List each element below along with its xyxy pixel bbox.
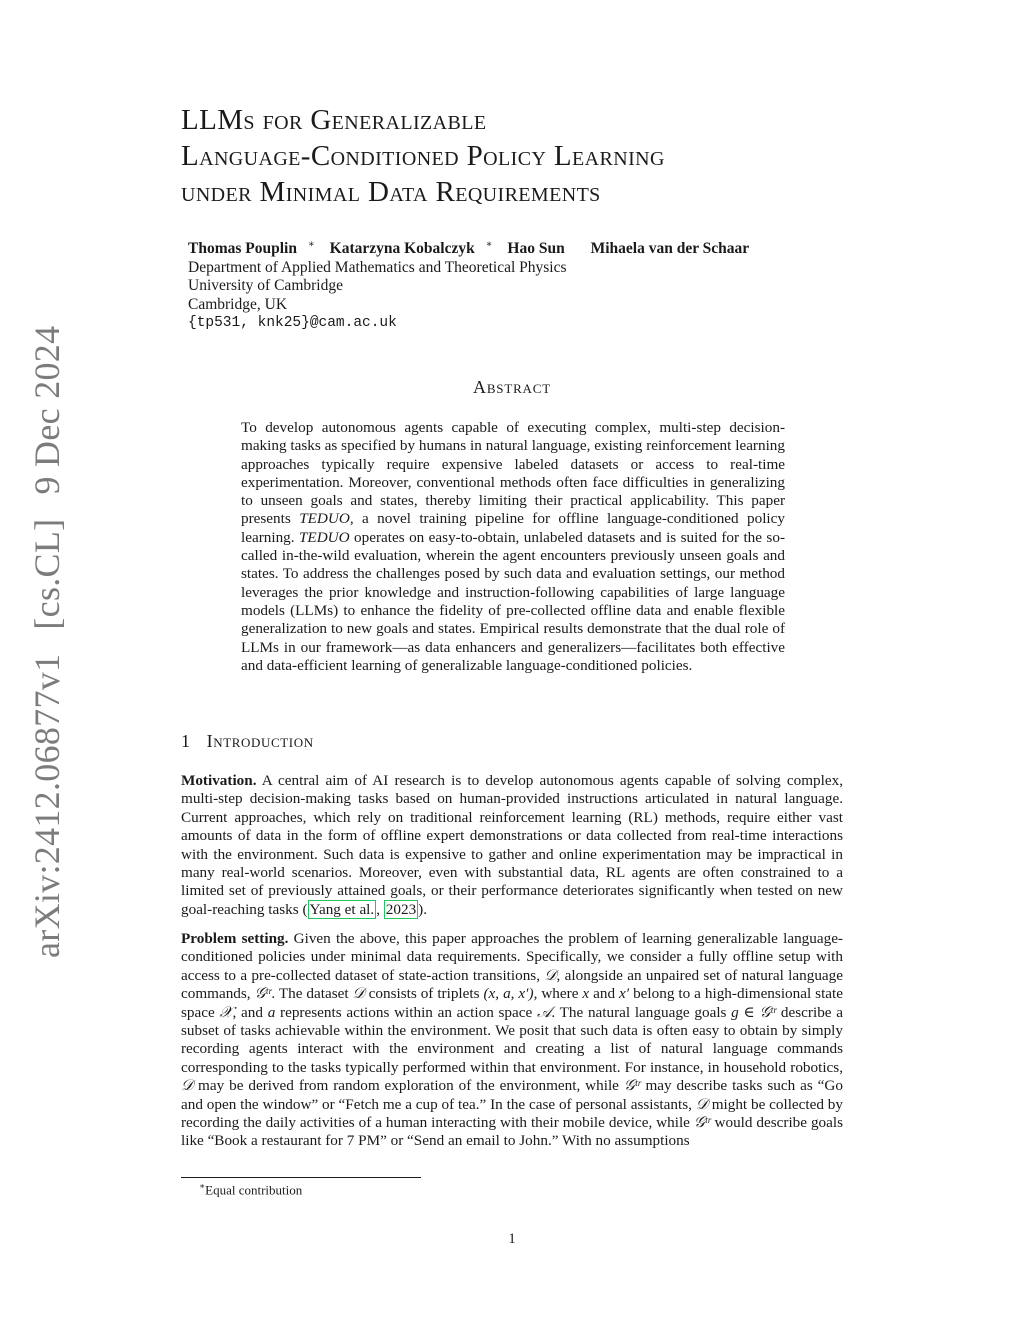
affiliation-department: Department of Applied Mathematics and Theoretical Physics xyxy=(188,258,567,276)
arxiv-category: [cs.CL] xyxy=(27,518,67,630)
section-heading-introduction xyxy=(181,731,314,752)
paragraph-label: Problem setting. xyxy=(181,930,289,947)
motivation-paragraph: Motivation. A central aim of AI research is to develop autonomous agents capable of solving complex, multi-step decision-making tasks based on human-provided instructions articulated in natural language. Current approaches, which rely on traditional reinforcement learning (RL) methods, require either vast amounts of data in the form of offline expert demonstrations or data collected from real-time interactions with the environment. Such data is expensive to gather and online experimentation may be impractical in many real-world scenarios. Moreover, even with substantial data, RL agents are often constrained to a limited set of previously attained goals, or their performance deteriorates significantly when tested on new goal-reaching tasks ( Yang et al. , 2023 ). xyxy=(181,772,843,918)
citation-year-link[interactable]: 2023 xyxy=(385,900,417,918)
section-title: Introduction xyxy=(206,731,314,751)
arxiv-sidebar-stamp xyxy=(26,302,68,958)
citation-link[interactable]: Yang et al. xyxy=(309,900,375,918)
arxiv-id: arXiv:2412.06877v1 xyxy=(27,653,67,958)
section-number: 1 xyxy=(181,731,191,751)
author-name: Hao Sun xyxy=(507,240,565,258)
author-name: Mihaela van der Schaar xyxy=(590,240,750,258)
problem-setting-paragraph: Problem setting. Given the above, this paper approaches the problem of learning generalizable language-conditioned policies under minimal data requirements. Specifically, we consider a fully offline setup with access to a pre-collected dataset of state-action transitions, 𝒟, alongside an unpaired set of natural language commands, 𝒢ᵗʳ. The dataset 𝒟 consists of triplets (x, a, x′), where x and x′ belong to a high-dimensional state space 𝒳, and a represents actions within an action space 𝒜. The natural language goals g ∈ 𝒢ᵗʳ describe a subset of tasks achievable within the environment. We posit that such data is often easy to obtain by simply recording agents interact with the environment and creating a list of natural language commands corresponding to the tasks typically performed within that environment. For instance, in household robotics, 𝒟 may be derived from random exploration of the environment, while 𝒢ᵗʳ may describe tasks such as “Go and open the window” or “Fetch me a cup of tea.” In the case of personal assistants, 𝒟 might be collected by recording the daily activities of a human interacting with their mobile device, while 𝒢ᵗʳ would describe goals like “Book a restaurant for 7 PM” or “Send an email to John.” With no assumptions xyxy=(181,930,843,1150)
abstract-text: To develop autonomous agents capable of executing complex, multi-step decision-making tasks as specified by humans in natural language, existing reinforcement learning approaches typically require expensive labeled datasets or access to real-time experimentation. Moreover, conventional methods often face difficulties in generalizing to unseen goals and states, thereby limiting their practical applicability. This paper presents TEDUO, a novel training pipeline for offline language-conditioned policy learning. TEDUO operates on easy-to-obtain, unlabeled datasets and is suited for the so-called in-the-wild evaluation, wherein the agent encounters previously unseen goals and states. To address the challenges posed by such data and evaluation settings, our method leverages the prior knowledge and instruction-following capabilities of large language models (LLMs) to enhance the fidelity of pre-collected offline data and enable flexible generalization to new goals and states. Empirical results demonstrate that the dual role of LLMs in our framework—as data enhancers and generalizers—facilitates both effective and data-efficient learning of generalizable language-conditioned policies. xyxy=(241,419,785,674)
arxiv-date: 9 Dec 2024 xyxy=(27,325,67,495)
method-name: TEDUO xyxy=(299,510,350,528)
footnote xyxy=(199,1181,302,1198)
footnote-text: Equal contribution xyxy=(205,1182,303,1198)
title-line-2: Language-Conditioned Policy Learning xyxy=(181,140,665,172)
author-name: Thomas Pouplin ∗ xyxy=(188,239,315,258)
method-name: TEDUO xyxy=(298,528,350,546)
title-line-3: under Minimal Data Requirements xyxy=(181,176,601,208)
paragraph-label: Motivation. xyxy=(181,772,257,789)
footnote-divider xyxy=(181,1177,421,1178)
author-email: {tp531, knk25}@cam.ac.uk xyxy=(188,315,397,332)
author-block xyxy=(188,236,771,333)
author-name: Katarzyna Kobalczyk ∗ xyxy=(329,239,493,258)
affiliation-location: Cambridge, UK xyxy=(188,295,288,313)
paper-title xyxy=(181,102,881,210)
footnote-mark: ∗ xyxy=(199,1181,206,1191)
page-number: 1 xyxy=(508,1231,516,1247)
affiliation-university: University of Cambridge xyxy=(188,277,343,295)
abstract-heading: Abstract xyxy=(473,377,551,397)
title-line-1: LLMs for Generalizable xyxy=(181,104,487,136)
author-names xyxy=(188,236,771,259)
